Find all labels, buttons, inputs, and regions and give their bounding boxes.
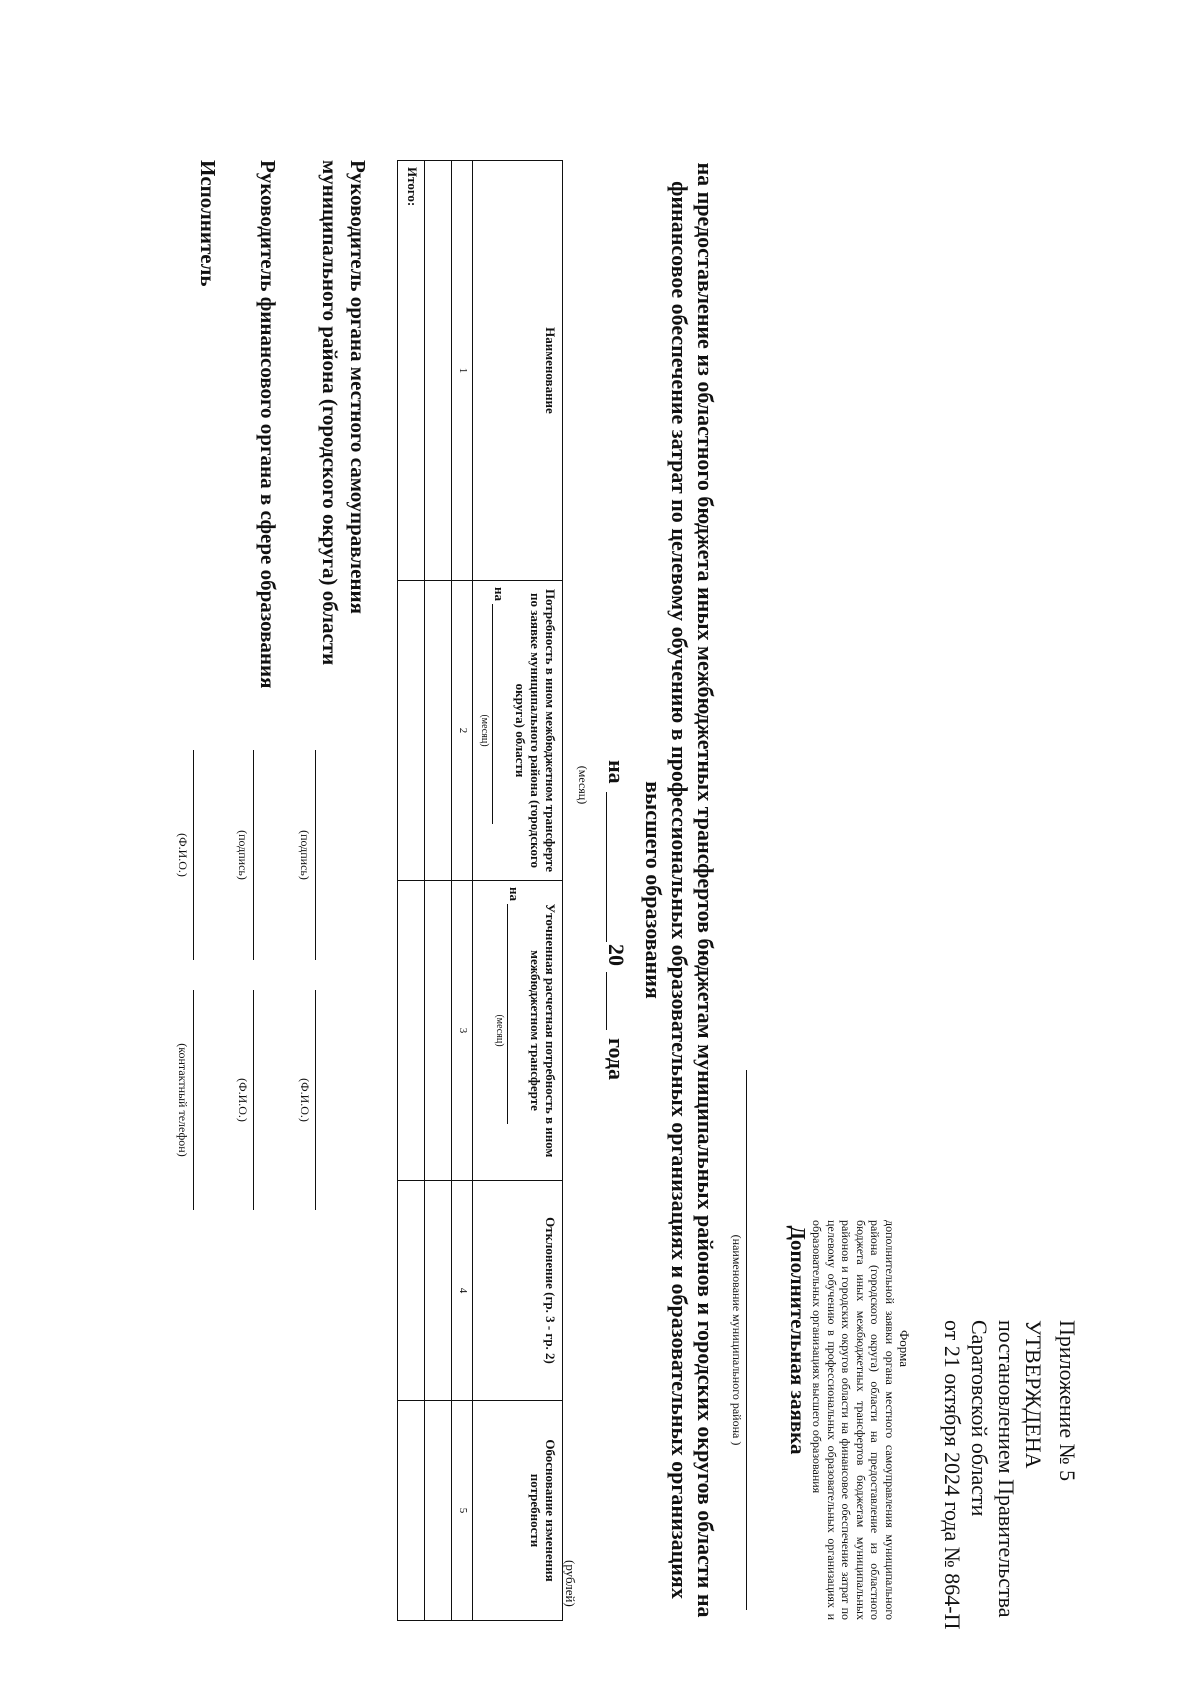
table-total-row	[398, 161, 425, 1621]
signature-head-local	[298, 160, 370, 1620]
document-page	[130, 80, 1090, 1640]
header-demand-month-field[interactable]	[492, 604, 505, 824]
column-number: 1	[452, 161, 473, 581]
date-month-caption: (месяц)	[576, 765, 590, 805]
header-demand-text: Потребность в ином межбюджетном трансферте по заявке муниципального района (городского округа) области	[513, 588, 558, 873]
approval-line-2: Саратовской области	[967, 1320, 992, 1517]
column-number: 5	[452, 1401, 473, 1621]
header-refined-month-caption: (месяц)	[494, 1014, 505, 1047]
head-local-signature-field[interactable]	[315, 750, 342, 960]
table-header-row	[473, 161, 563, 1621]
table-cell[interactable]	[425, 1401, 452, 1621]
signature-head-finance	[230, 160, 280, 1620]
header-refined-month-field[interactable]	[507, 904, 520, 1124]
date-year-prefix: 20	[604, 944, 629, 966]
date-row	[599, 160, 635, 1620]
approved-stamp: УТВЕРЖДЕНА	[1021, 1320, 1046, 1469]
executor-title: Исполнитель	[196, 160, 220, 287]
total-cell[interactable]	[398, 881, 425, 1181]
column-number: 3	[452, 881, 473, 1181]
header-demand	[473, 581, 563, 881]
column-number: 2	[452, 581, 473, 881]
table-number-row	[452, 161, 473, 1621]
head-local-title-line1: Руководитель органа местного самоуправления	[346, 160, 370, 614]
signature-executor	[170, 160, 220, 1620]
table-cell[interactable]	[425, 881, 452, 1181]
appendix-number: Приложение № 5	[1055, 1320, 1080, 1482]
date-prefix: на	[604, 760, 629, 784]
head-local-name-field[interactable]	[315, 990, 342, 1210]
date-month-field[interactable]	[606, 792, 635, 942]
municipality-caption: (наименование муниципального района )	[730, 1234, 744, 1446]
header-name: Наименование	[473, 161, 563, 581]
form-label: Форма	[897, 1330, 912, 1367]
header-demand-na: на	[492, 587, 507, 601]
name-caption: (Ф.И.О.)	[236, 1078, 250, 1122]
name-caption: (Ф.И.О.)	[176, 833, 190, 877]
executor-phone-field[interactable]	[193, 990, 220, 1210]
table-cell[interactable]	[425, 161, 452, 581]
header-deviation: Отклонение (гр. 3 - гр. 2)	[473, 1181, 563, 1401]
form-description: дополнительной заявки органа местного самоуправления муниципального района (городского округа) области на предоставление из областного бюджета иных межбюджетных трансфертов бюджетам муниципальных районов и городских округов области на финансовое обеспечение затрат по целевому обучению в профессиональных образовательных организациях и образовательных организациях высшего образования	[810, 1220, 897, 1620]
head-finance-signature-field[interactable]	[253, 750, 280, 960]
currency-note: (рублей)	[563, 1560, 578, 1607]
total-cell[interactable]	[398, 1401, 425, 1621]
approval-date: от 21 октября 2024 года № 864-П	[940, 1320, 965, 1630]
table-cell[interactable]	[425, 581, 452, 881]
request-table	[397, 160, 563, 1621]
header-refined	[473, 881, 563, 1181]
header-refined-na: на	[507, 887, 522, 901]
column-number: 4	[452, 1181, 473, 1401]
name-caption: (Ф.И.О.)	[298, 1078, 312, 1122]
total-label: Итого:	[398, 161, 425, 581]
executor-name-field[interactable]	[193, 750, 220, 960]
table-cell[interactable]	[425, 1181, 452, 1401]
date-year-field[interactable]	[606, 972, 635, 1030]
head-finance-title: Руководитель финансового органа в сфере образования	[256, 160, 280, 689]
total-cell[interactable]	[398, 1181, 425, 1401]
signature-caption: (подпись)	[298, 830, 312, 880]
phone-caption: (контактный телефон)	[176, 1043, 190, 1157]
head-finance-name-field[interactable]	[253, 990, 280, 1210]
date-suffix: года	[604, 1038, 629, 1080]
municipality-field[interactable]	[746, 1070, 775, 1610]
header-justification: Обоснование изменения потребности	[473, 1401, 563, 1621]
header-demand-month-caption: (месяц)	[479, 714, 490, 747]
total-cell[interactable]	[398, 581, 425, 881]
header-refined-text: Уточненная расчетная потребность в ином межбюджетном трансферте	[528, 903, 558, 1158]
signature-caption: (подпись)	[236, 830, 250, 880]
approval-line-1: постановлением Правительства	[994, 1320, 1019, 1618]
main-title: на предоставление из областного бюджета иных межбюджетных трансфертов бюджетам муниципальных районов и городских округов области на финансовое обеспечение затрат по целевому обучению в профессиональных образовательных организациях и образовательных организациях высшего образования	[641, 162, 718, 1618]
document-title: Дополнительная заявка	[786, 1225, 810, 1455]
table-row	[425, 161, 452, 1621]
head-local-title-line2: муниципального района (городского округа) области	[318, 160, 342, 666]
